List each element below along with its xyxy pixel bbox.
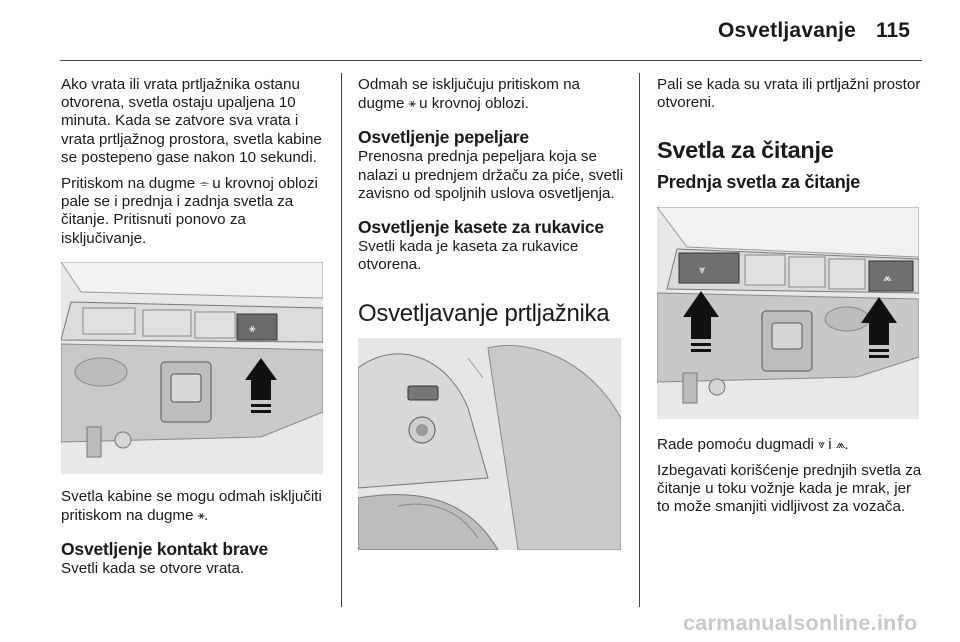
reading-light-right-icon: ⩕ <box>835 437 845 452</box>
heading-front-reading-lights: Prednja svetla za čitanje <box>657 172 861 193</box>
paragraph-instant-off-2: Odmah se isključuju pritiskom na dugme ⚹ u krovnoj oblozi. <box>358 76 580 113</box>
page-title: Osvetljavanje <box>718 19 857 42</box>
roof-console-figure-1 <box>61 262 323 474</box>
paragraph-reading-warning: Izbegavati korišćenje prednjih svetla za čitanje u toku vožnje kada je mrak, jer to može smanjiti vidljivost za vozača. <box>657 461 922 516</box>
watermark: carmanualsonline.info <box>683 611 918 635</box>
heading-reading-lights: Svetla za čitanje <box>657 137 834 164</box>
paragraph-trunk-light: Pali se kada su vrata ili prtljažni prostor otvoreni. <box>657 76 921 112</box>
paragraph-ignition-light: Svetli kada se otvore vrata. <box>61 560 245 578</box>
header-divider <box>60 60 922 61</box>
svg-text:⩔: ⩔ <box>699 263 706 277</box>
svg-text:⚹: ⚹ <box>249 321 256 335</box>
reading-light-left-icon: ⩔ <box>818 437 825 452</box>
heading-trunk-light: Osvetljavanje prtljažnika <box>358 300 610 328</box>
paragraph-door-button: Pritiskom na dugme ⌯ u krovnoj oblozi pale se i prednja i zadnja svetla za čitanje. Pritisnuti ponovo za isključivanje. <box>61 175 318 247</box>
column-3 <box>657 76 923 516</box>
door-light-icon: ⌯ <box>199 176 209 191</box>
paragraph-ashtray-light: Prenosna prednja pepeljara koja se nalazi u prednjem držaču za piće, svetli zavisno od spoljnih uslova osvetljenja. <box>358 148 624 202</box>
column-2 <box>358 76 626 550</box>
column-divider-1 <box>341 73 342 607</box>
heading-ashtray-light: Osvetljenje pepeljare <box>358 127 529 148</box>
column-divider-2 <box>639 73 640 607</box>
off-icon: ⚹ <box>197 508 204 523</box>
off-icon-2: ⚹ <box>408 96 415 111</box>
paragraph-instant-off: Svetla kabine se mogu odmah isključiti pritiskom na dugme ⚹. <box>61 487 322 525</box>
heading-glovebox-light: Osvetljenje kasete za rukavice <box>358 217 604 238</box>
page-number: 115 <box>876 19 910 42</box>
roof-console-figure-2 <box>657 207 919 419</box>
heading-ignition-light: Osvetljenje kontakt brave <box>61 539 269 560</box>
column-1 <box>61 76 327 578</box>
trunk-figure <box>358 338 621 550</box>
svg-text:⩕: ⩕ <box>883 271 892 285</box>
paragraph-reading-buttons: Rade pomoću dugmadi ⩔ i ⩕. <box>657 436 849 454</box>
paragraph-door-timeout: Ako vrata ili vrata prtljažnika ostanu otvorena, svetla ostaju upaljena 10 minuta. Kada se zatvore sva vrata i vrata prtljažnog prostora, svetla kabine se postepeno gase nakon 10 sekundi. <box>61 76 322 166</box>
paragraph-glovebox-light: Svetli kada je kaseta za rukavice otvorena. <box>358 238 579 274</box>
